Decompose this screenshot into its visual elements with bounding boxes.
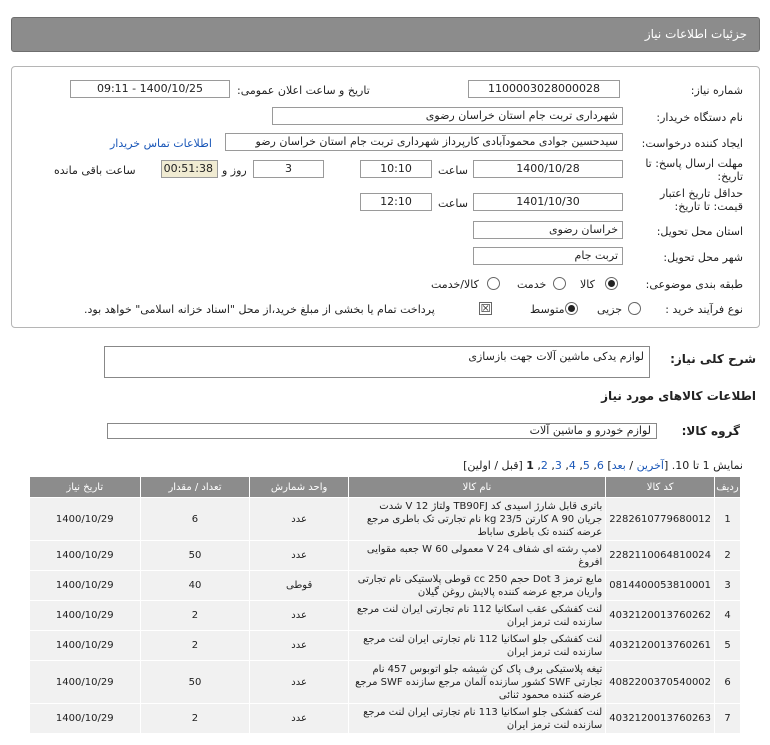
pagination: نمایش 1 تا 10. [آخرین / بعد] 6, 5, 4, 3, 2, 1 [قبل / اولین] xyxy=(463,459,743,472)
cell-code: 2282610779680012 xyxy=(606,498,715,541)
col-header-date: تاریخ نیاز xyxy=(30,477,141,498)
deadline-time-field: 10:10 xyxy=(360,160,432,178)
table-row[interactable] xyxy=(30,661,741,704)
cell-code: 4032120013760262 xyxy=(606,601,715,631)
city-label: شهر محل تحویل: xyxy=(663,251,743,264)
pager-page-link[interactable]: 6 xyxy=(596,459,604,472)
cell-date: 1400/10/29 xyxy=(30,704,141,734)
process-minor-label: جزیی xyxy=(597,303,623,316)
table-row[interactable] xyxy=(30,571,741,601)
process-medium-label: متوسط xyxy=(530,303,565,316)
category-goods-service-radio[interactable] xyxy=(487,277,500,290)
cell-name: لنت کفشکی جلو اسکانیا 113 نام تجارتی ایران لنت مرجع سازنده لنت ترمز ایران xyxy=(348,704,606,734)
days-label: روز و xyxy=(222,164,247,177)
cell-index: 4 xyxy=(715,601,741,631)
cell-unit: عدد xyxy=(250,498,348,541)
cell-quantity: 50 xyxy=(140,541,250,571)
pager-prefix: نمایش 1 تا 10. [ xyxy=(663,459,743,472)
pager-next-link[interactable]: بعد xyxy=(611,459,626,472)
cell-date: 1400/10/29 xyxy=(30,601,141,631)
cell-name: باتری قابل شارژ اسیدی کد TB90FJ ولتاژ 12 V شدت جریان 90 A کارتن 23/5 kg نام تجارتی تک باطری مرجع عرضه کننده تک باطری ساباط xyxy=(348,498,606,541)
category-service-label: خدمت xyxy=(517,278,547,291)
goods-table xyxy=(29,476,741,734)
cell-date: 1400/10/29 xyxy=(30,661,141,704)
cell-unit: عدد xyxy=(250,704,348,734)
treasury-payment-note: پرداخت تمام یا بخشی از مبلغ خرید،از محل "اسناد خزانه اسلامی" خواهد بود. xyxy=(84,303,435,316)
page-title: جزئیات اطلاعات نیاز xyxy=(644,27,747,41)
cell-code: 4032120013760263 xyxy=(606,704,715,734)
cell-code: 0814400053810001 xyxy=(606,571,715,601)
table-row[interactable] xyxy=(30,631,741,661)
buyer-contact-link[interactable]: اطلاعات تماس خریدار xyxy=(110,137,212,150)
cell-unit: عدد xyxy=(250,631,348,661)
pager-page-link[interactable]: 4 xyxy=(568,459,576,472)
cell-index: 3 xyxy=(715,571,741,601)
group-value: لوازم خودرو و ماشین آلات xyxy=(529,424,651,437)
process-label: نوع فرآیند خرید : xyxy=(665,303,743,316)
description-text: لوازم یدکی ماشین آلات جهت بازسازی xyxy=(468,350,644,363)
city-field: تربت جام xyxy=(473,247,623,265)
process-minor-radio[interactable] xyxy=(628,302,641,315)
table-header-row xyxy=(30,477,741,498)
group-field xyxy=(107,423,657,439)
cell-quantity: 2 xyxy=(140,601,250,631)
cell-date: 1400/10/29 xyxy=(30,631,141,661)
table-row[interactable] xyxy=(30,498,741,541)
col-header-quantity: تعداد / مقدار xyxy=(140,477,250,498)
cell-date: 1400/10/29 xyxy=(30,571,141,601)
group-label: گروه کالا: xyxy=(681,424,740,438)
pager-sep: / xyxy=(625,459,637,472)
remaining-label: ساعت باقی مانده xyxy=(54,164,136,177)
category-goods-radio[interactable] xyxy=(605,277,618,290)
table-row[interactable] xyxy=(30,541,741,571)
cell-name: لامپ رشته ای شفاف 24 V معمولی 60 W جعبه مقوایی افروغ xyxy=(348,541,606,571)
goods-info-title: اطلاعات کالاهای مورد نیاز xyxy=(601,389,756,403)
pager-suffix: [قبل / اولین] xyxy=(463,459,527,472)
description-label: شرح کلی نیاز: xyxy=(670,352,756,366)
validity-time-field: 12:10 xyxy=(360,193,432,211)
category-goods-service-label: کالا/خدمت xyxy=(431,278,479,291)
cell-unit: عدد xyxy=(250,661,348,704)
category-service-radio[interactable] xyxy=(553,277,566,290)
cell-name: لنت کفشکی جلو اسکانیا 112 نام تجارتی ایران لنت مرجع سازنده لنت ترمز ایران xyxy=(348,631,606,661)
cell-quantity: 2 xyxy=(140,631,250,661)
deadline-date-field: 1400/10/28 xyxy=(473,160,623,178)
page-header xyxy=(11,17,760,52)
category-goods-label: کالا xyxy=(580,278,595,291)
pager-last-link[interactable]: آخرین xyxy=(636,459,664,472)
cell-index: 5 xyxy=(715,631,741,661)
creator-field: سیدحسین جوادی محمودآبادی کارپرداز شهرداری تربت جام استان خراسان رضو xyxy=(225,133,623,151)
buyer-field: شهرداری تربت جام استان خراسان رضوی xyxy=(272,107,623,125)
cell-name: مایع ترمز Dot 3 حجم 250 cc قوطی پلاستیکی نام تجارتی واریان مرجع عرضه کننده پالایش روغن گیلان xyxy=(348,571,606,601)
province-field: خراسان رضوی xyxy=(473,221,623,239)
pager-page-link[interactable]: 5 xyxy=(582,459,590,472)
cell-quantity: 2 xyxy=(140,704,250,734)
cell-quantity: 40 xyxy=(140,571,250,601)
need-number-field: 1100003028000028 xyxy=(468,80,620,98)
cell-date: 1400/10/29 xyxy=(30,498,141,541)
announce-field: 1400/10/25 - 09:11 xyxy=(70,80,230,98)
cell-unit: عدد xyxy=(250,601,348,631)
need-details-panel xyxy=(11,66,760,328)
process-medium-radio[interactable] xyxy=(565,302,578,315)
table-row[interactable] xyxy=(30,704,741,734)
cell-name: لنت کفشکی عقب اسکانیا 112 نام تجارتی ایران لنت مرجع سازنده لنت ترمز ایران xyxy=(348,601,606,631)
announce-label: تاریخ و ساعت اعلان عمومی: xyxy=(237,84,370,97)
cell-code: 4032120013760261 xyxy=(606,631,715,661)
need-number-label: شماره نیاز: xyxy=(690,84,743,97)
cell-code: 2282110064810024 xyxy=(606,541,715,571)
deadline-time-label: ساعت xyxy=(438,164,468,177)
creator-label: ایجاد کننده درخواست: xyxy=(641,137,743,150)
pager-page-link[interactable]: 2 xyxy=(540,459,548,472)
cell-name: تیغه پلاستیکی برف پاک کن شیشه جلو اتوبوس 457 نام تجارتی SWF کشور سازنده آلمان مرجع سازنده SWF مرجع عرضه کننده محمود ثنائی xyxy=(348,661,606,704)
cell-unit: عدد xyxy=(250,541,348,571)
cell-quantity: 50 xyxy=(140,661,250,704)
cell-index: 1 xyxy=(715,498,741,541)
cell-date: 1400/10/29 xyxy=(30,541,141,571)
province-label: استان محل تحویل: xyxy=(656,225,743,238)
cell-index: 7 xyxy=(715,704,741,734)
col-header-code: کد کالا xyxy=(606,477,715,498)
category-label: طبقه بندی موضوعی: xyxy=(645,278,743,291)
pager-mid: ] xyxy=(603,459,612,472)
cell-index: 6 xyxy=(715,661,741,704)
cell-index: 2 xyxy=(715,541,741,571)
validity-date-field: 1401/10/30 xyxy=(473,193,623,211)
col-header-unit: واحد شمارش xyxy=(250,477,348,498)
cell-unit: قوطی xyxy=(250,571,348,601)
description-field xyxy=(104,346,650,378)
validity-label: حداقل تاریخ اعتبار قیمت: تا تاریخ: xyxy=(659,187,743,213)
col-header-index: ردیف xyxy=(715,477,741,498)
remaining-time-field: 00:51:38 xyxy=(161,160,218,178)
pager-current-page: 1 xyxy=(526,459,534,472)
cell-quantity: 6 xyxy=(140,498,250,541)
deadline-label: مهلت ارسال پاسخ: تا تاریخ: xyxy=(645,157,743,183)
col-header-name: نام کالا xyxy=(348,477,606,498)
table-row[interactable] xyxy=(30,601,741,631)
cell-code: 4082200370540002 xyxy=(606,661,715,704)
days-remaining-field: 3 xyxy=(253,160,324,178)
pager-page-link[interactable]: 3 xyxy=(554,459,562,472)
buyer-label: نام دستگاه خریدار: xyxy=(656,111,743,124)
treasury-payment-checkbox[interactable]: ☒ xyxy=(480,302,491,315)
validity-time-label: ساعت xyxy=(438,197,468,210)
